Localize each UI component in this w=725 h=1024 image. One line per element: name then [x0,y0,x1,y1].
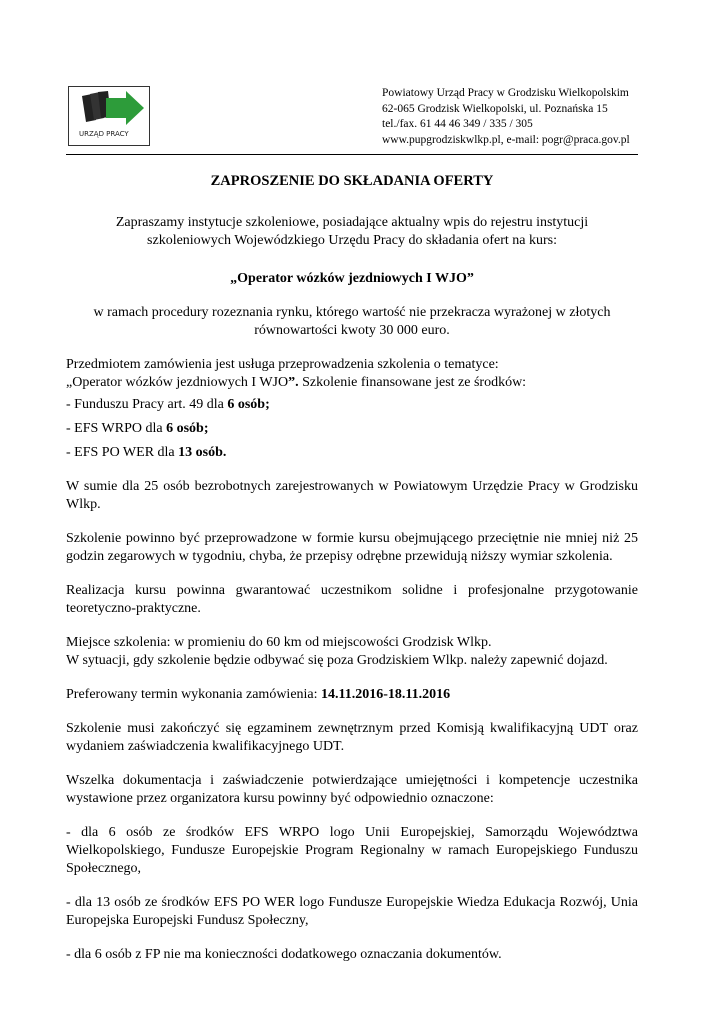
procedure-line-2: równowartości kwoty 30 000 euro. [254,323,450,338]
fund-item-wrpo-count: 6 osób; [166,421,209,436]
subject-course: „Operator wózków jezdniowych I WJO [66,375,289,390]
marking-wrpo: - dla 6 osób ze środków EFS WRPO logo Unii Europejskiej, Samorządu Województwa Wielkopolskiego, Fundusze Europejskie Program Regionalny w ramach Europejskiego Funduszu Społecznego, [66,825,638,876]
marking-powder: - dla 13 osób ze środków EFS PO WER logo Fundusze Europejskie Wiedza Edukacja Rozwój, Unia Europejska Europejski Fundusz Społeczny, [66,895,638,928]
procedure-line-1: w ramach procedury rozeznania rynku, którego wartość nie przekracza wyrażonej w złotych [93,305,611,320]
subject-quote-close: ”. [288,375,299,390]
documents-paragraph: Wszelka dokumentacja i zaświadczenie potwierdzające umiejętności i kompetencje uczestnika wystawione przez organizatora kursu powinny być odpowiednio oznaczone: [66,773,638,806]
fund-item-wrpo-label: - EFS WRPO dla [66,421,167,436]
letterhead [382,86,682,148]
place-line-1: Miejsce szkolenia: w promieniu do 60 km od miejscowości Grodzisk Wlkp. [66,635,492,650]
fund-item-powder [66,444,638,462]
office-web-email: www.pupgrodziskwlkp.pl, e-mail: pogr@praca.gov.pl [382,133,630,146]
subject-paragraph [66,356,638,392]
document-title: ZAPROSZENIE DO SKŁADANIA OFERTY [210,173,494,189]
intro-paragraph [66,214,638,250]
office-address: 62-065 Grodzisk Wielkopolski, ul. Poznańska 15 [382,102,608,115]
header-divider [66,154,638,155]
procedure-paragraph [66,304,638,340]
fund-item-wrpo [66,420,638,438]
logo-text: URZĄD PRACY [79,130,129,138]
place-paragraph [66,634,638,670]
fund-item-powder-count: 13 osób. [178,445,227,460]
term-label: Preferowany termin wykonania zamówienia: [66,687,322,702]
fund-item-powder-label: - EFS PO WER dla [66,445,179,460]
subject-funding: Szkolenie finansowane jest ze środków: [298,375,527,390]
intro-line-1: Zapraszamy instytucje szkoleniowe, posiadające aktualny wpis do rejestru instytucji [115,215,589,230]
form-paragraph: Szkolenie powinno być przeprowadzone w formie kursu obejmującego przeciętnie nie mniej niż 25 godzin zegarowych w tygodniu, chyba, że przepisy odrębne przewidują niższy wymiar szkolenia. [66,531,638,564]
quality-paragraph: Realizacja kursu powinna gwarantować uczestnikom solidne i profesjonalne przygotowanie teoretyczno-praktyczne. [66,583,638,616]
term-paragraph [66,686,638,704]
office-phone: tel./fax. 61 44 46 349 / 335 / 305 [382,118,533,130]
fund-item-fp-label: - Funduszu Pracy art. 49 dla [66,397,228,412]
office-name: Powiatowy Urząd Pracy w Grodzisku Wielkopolskim [382,87,629,99]
document-body [66,172,638,964]
exam-paragraph: Szkolenie musi zakończyć się egzaminem zewnętrznym przed Komisją kwalifikacyjną UDT oraz wydaniem zaświadczenia kwalifikacyjnego UDT. [66,721,638,754]
course-title: „Operator wózków jezdniowych I WJO” [230,271,474,286]
marking-fp: - dla 6 osób z FP nie ma konieczności dodatkowego oznaczania dokumentów. [66,947,502,962]
fund-item-fp-count: 6 osób; [227,397,270,412]
place-line-2: W sytuacji, gdy szkolenie będzie odbywać się poza Grodziskiem Wlkp. należy zapewnić dojazd. [66,653,608,668]
urzad-pracy-logo [68,86,150,146]
intro-line-2: szkoleniowych Wojewódzkiego Urzędu Pracy do składania ofert na kurs: [147,233,557,248]
subject-line-1: Przedmiotem zamówienia jest usługa przeprowadzenia szkolenia o tematyce: [66,357,499,372]
term-value: 14.11.2016-18.11.2016 [321,687,451,702]
summary-paragraph: W sumie dla 25 osób bezrobotnych zarejestrowanych w Powiatowym Urzędzie Pracy w Grodzisku Wlkp. [66,479,638,512]
fund-item-fp [66,396,638,414]
